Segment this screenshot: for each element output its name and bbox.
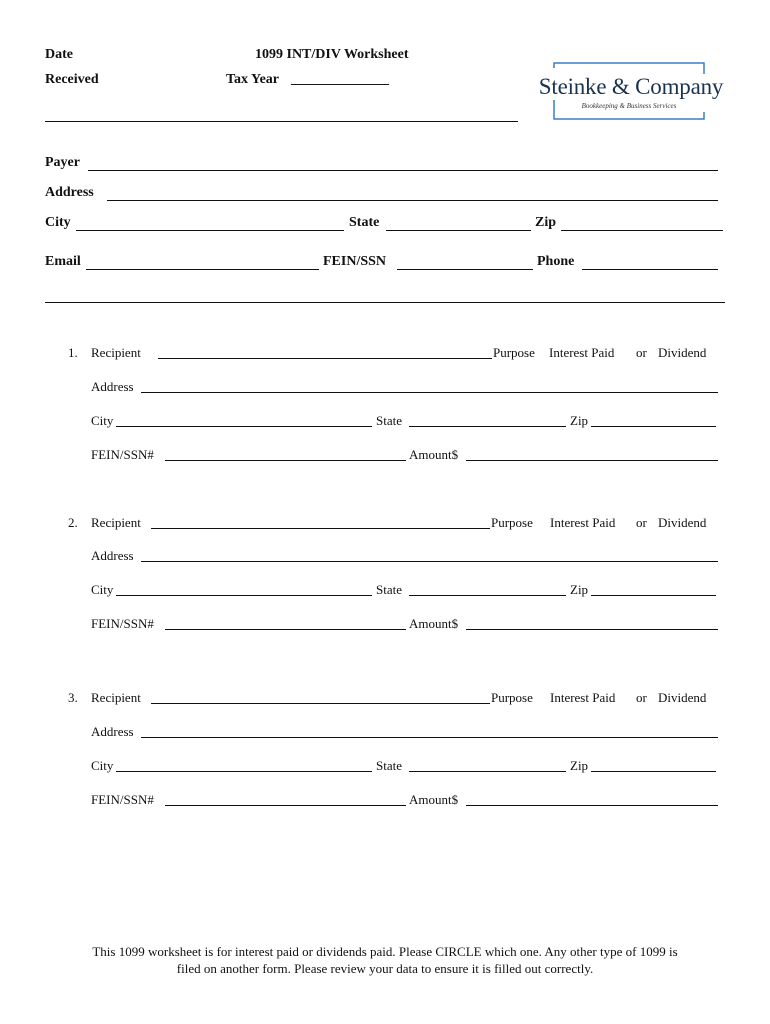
or-label: or — [636, 690, 647, 705]
recipient-field[interactable] — [158, 358, 492, 359]
address-label: Address — [91, 548, 134, 563]
zip-field[interactable] — [591, 426, 716, 427]
amount-label: Amount$ — [409, 792, 459, 807]
payer-phone-field[interactable] — [582, 269, 718, 270]
interest-paid-option[interactable]: Interest Paid — [549, 345, 615, 360]
state-field[interactable] — [409, 595, 566, 596]
payer-label: Payer — [45, 155, 80, 170]
fein-field[interactable] — [165, 460, 406, 461]
zip-field[interactable] — [591, 771, 716, 772]
company-logo — [538, 62, 724, 120]
address-label: Address — [91, 724, 134, 739]
recipient-field[interactable] — [151, 528, 490, 529]
or-label: or — [636, 515, 647, 530]
interest-paid-option[interactable]: Interest Paid — [550, 515, 616, 530]
state-field[interactable] — [409, 426, 566, 427]
zip-field[interactable] — [591, 595, 716, 596]
state-label: State — [376, 582, 402, 597]
city-field[interactable] — [116, 771, 372, 772]
footer-line-2: filed on another form. Please review your data to ensure it is filled out correctly. — [176, 961, 594, 976]
city-label: City — [91, 413, 114, 428]
zip-label: Zip — [570, 413, 589, 428]
city-field[interactable] — [116, 595, 372, 596]
logo-tagline: Bookkeeping & Business Services — [581, 102, 677, 110]
recipient-field[interactable] — [151, 703, 490, 704]
recipient-number: 3. — [68, 690, 78, 705]
amount-label: Amount$ — [409, 447, 459, 462]
zip-label: Zip — [570, 758, 589, 773]
payer-zip-field[interactable] — [561, 230, 723, 231]
footer-line-1: This 1099 worksheet is for interest paid or dividends paid. Please CIRCLE which one. Any other type of 1099 is — [92, 944, 678, 959]
address-field[interactable] — [141, 737, 718, 738]
payer-zip-label: Zip — [535, 215, 557, 230]
address-label: Address — [91, 379, 134, 394]
recipient-label: Recipient — [91, 515, 141, 530]
interest-paid-option[interactable]: Interest Paid — [550, 690, 616, 705]
recipient-label: Recipient — [91, 690, 141, 705]
recipient-label: Recipient — [91, 345, 141, 360]
page-title: 1099 INT/DIV Worksheet — [255, 47, 409, 62]
zip-label: Zip — [570, 582, 589, 597]
payer-address-label: Address — [45, 185, 94, 200]
purpose-label: Purpose — [491, 515, 533, 530]
payer-email-label: Email — [45, 254, 81, 269]
payer-fein-label: FEIN/SSN — [323, 254, 387, 269]
dividend-option[interactable]: Dividend — [658, 345, 707, 360]
payer-fein-field[interactable] — [397, 269, 533, 270]
tax-year-label: Tax Year — [226, 72, 280, 87]
section-divider — [45, 302, 725, 303]
fein-label: FEIN/SSN# — [91, 447, 154, 462]
city-field[interactable] — [116, 426, 372, 427]
state-field[interactable] — [409, 771, 566, 772]
amount-field[interactable] — [466, 460, 718, 461]
payer-city-label: City — [45, 215, 71, 230]
state-label: State — [376, 758, 402, 773]
purpose-label: Purpose — [493, 345, 535, 360]
payer-address-field[interactable] — [107, 200, 718, 201]
payer-state-label: State — [349, 215, 380, 230]
fein-field[interactable] — [165, 805, 406, 806]
dividend-option[interactable]: Dividend — [658, 690, 707, 705]
date-label: Date — [45, 47, 73, 62]
recipient-number: 2. — [68, 515, 78, 530]
address-field[interactable] — [141, 392, 718, 393]
city-label: City — [91, 758, 114, 773]
amount-field[interactable] — [466, 629, 718, 630]
received-label: Received — [45, 72, 99, 87]
date-received-field[interactable] — [45, 121, 518, 122]
or-label: or — [636, 345, 647, 360]
fein-label: FEIN/SSN# — [91, 792, 154, 807]
recipient-number: 1. — [68, 345, 78, 360]
amount-field[interactable] — [466, 805, 718, 806]
payer-city-field[interactable] — [76, 230, 344, 231]
city-label: City — [91, 582, 114, 597]
fein-label: FEIN/SSN# — [91, 616, 154, 631]
tax-year-blank[interactable]: ______________ — [291, 72, 389, 87]
state-label: State — [376, 413, 402, 428]
fein-field[interactable] — [165, 629, 406, 630]
payer-phone-label: Phone — [537, 254, 575, 269]
amount-label: Amount$ — [409, 616, 459, 631]
payer-state-field[interactable] — [386, 230, 531, 231]
dividend-option[interactable]: Dividend — [658, 515, 707, 530]
footer-instructions — [30, 943, 740, 977]
logo-company-name: Steinke & Company — [529, 74, 733, 100]
payer-field[interactable] — [88, 170, 718, 171]
payer-email-field[interactable] — [86, 269, 319, 270]
address-field[interactable] — [141, 561, 718, 562]
purpose-label: Purpose — [491, 690, 533, 705]
